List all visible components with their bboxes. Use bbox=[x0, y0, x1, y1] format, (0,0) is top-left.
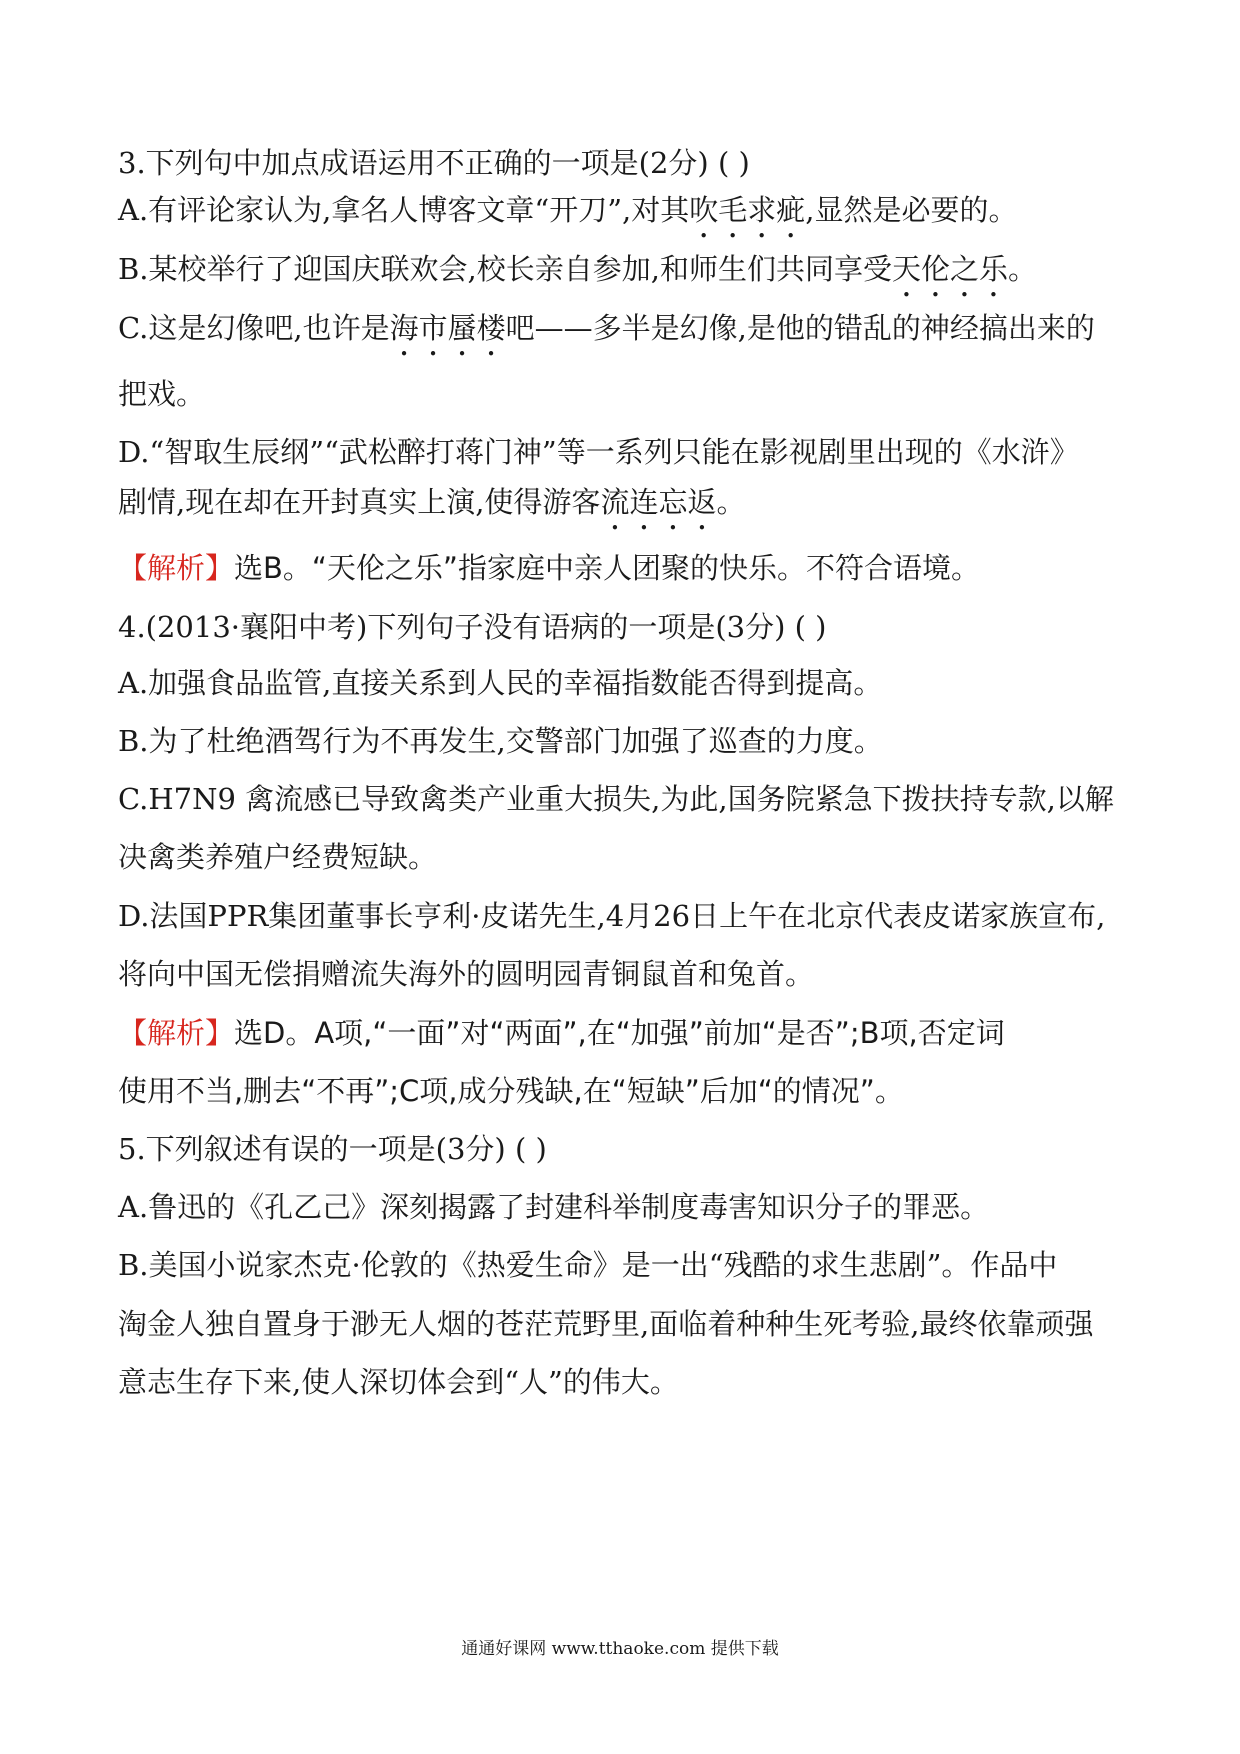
question-5-option-b: B.美国小说家杰克·伦敦的《热爱生命》是一出“残酷的求生悲剧”。作品中 bbox=[118, 1248, 1058, 1282]
question-5-option-a: A.鲁迅的《孔乙己》深刻揭露了封建科举制度毒害知识分子的罪恶。 bbox=[118, 1190, 990, 1224]
question-3-stem: 3.下列句中加点成语运用不正确的一项是(2分) ( ) bbox=[118, 146, 750, 180]
question-4-stem: 4.(2013·襄阳中考)下列句子没有语病的一项是(3分) ( ) bbox=[118, 610, 827, 644]
question-5-stem: 5.下列叙述有误的一项是(3分) ( ) bbox=[118, 1132, 547, 1166]
question-4-option-d-continued: 将向中国无偿捐赠流失海外的圆明园青铜鼠首和兔首。 bbox=[118, 957, 815, 991]
question-3-option-c-continued: 把戏。 bbox=[118, 377, 206, 411]
analysis-text: 选B。“天伦之乐”指家庭中亲人团聚的快乐。不符合语境。 bbox=[234, 551, 980, 585]
question-3-option-b bbox=[118, 249, 1128, 304]
answer-3-analysis bbox=[118, 548, 1128, 588]
question-4-option-d: D.法国PPR集团董事长亨利·皮诺先生,4月26日上午在北京代表皮诺家族宣布, bbox=[118, 899, 1106, 933]
question-5-option-b-continued-2: 意志生存下来,使人深切体会到“人”的伟大。 bbox=[118, 1365, 679, 1399]
answer-4-analysis bbox=[118, 1013, 1128, 1053]
question-3-option-a bbox=[118, 190, 1128, 245]
dotted-idiom: 流连忘返 bbox=[600, 485, 717, 519]
analysis-text: 选D。A项,“一面”对“两面”,在“加强”前加“是否”;B项,否定词 bbox=[234, 1016, 1005, 1050]
option-b-text-end: 。 bbox=[1007, 252, 1037, 286]
question-3-option-c bbox=[118, 308, 1128, 363]
option-d-text-end: 。 bbox=[716, 485, 746, 519]
analysis-tag: 【解析】 bbox=[118, 551, 235, 585]
option-a-text: A.有评论家认为,拿名人博客文章“开刀”,对其 bbox=[118, 193, 690, 227]
question-4-option-b: B.为了杜绝酒驾行为不再发生,交警部门加强了巡查的力度。 bbox=[118, 724, 883, 758]
page-footer: 通通好课网 www.tthaoke.com 提供下载 bbox=[461, 1639, 779, 1659]
dotted-idiom: 天伦之乐 bbox=[891, 252, 1008, 286]
analysis-tag: 【解析】 bbox=[118, 1016, 235, 1050]
question-3-option-d: D.“智取生辰纲”“武松醉打蒋门神”等一系列只能在影视剧里出现的《水浒》 bbox=[118, 435, 1079, 469]
dotted-idiom: 吹毛求疵 bbox=[689, 193, 806, 227]
option-a-text-end: ,显然是必要的。 bbox=[805, 193, 1018, 227]
dotted-idiom: 海市蜃楼 bbox=[389, 311, 506, 345]
question-4-option-c-continued: 决禽类养殖户经费短缺。 bbox=[118, 840, 438, 874]
option-c-text: C.这是幻像吧,也许是 bbox=[118, 311, 390, 345]
question-3-option-d-continued bbox=[118, 482, 1128, 537]
option-c-text-end: 吧——多半是幻像,是他的错乱的神经搞出来的 bbox=[505, 311, 1095, 345]
option-b-text: B.某校举行了迎国庆联欢会,校长亲自参加,和师生们共同享受 bbox=[118, 252, 892, 286]
question-4-option-c: C.H7N9 禽流感已导致禽类产业重大损失,为此,国务院紧急下拨扶持专款,以解 bbox=[118, 782, 1114, 816]
option-d-text: 剧情,现在却在开封真实上演,使得游客 bbox=[118, 485, 601, 519]
question-4-option-a: A.加强食品监管,直接关系到人民的幸福指数能否得到提高。 bbox=[118, 666, 883, 700]
question-5-option-b-continued: 淘金人独自置身于渺无人烟的苍茫荒野里,面临着种种生死考验,最终依靠顽强 bbox=[118, 1307, 1094, 1341]
answer-4-analysis-continued: 使用不当,删去“不再”;C项,成分残缺,在“短缺”后加“的情况”。 bbox=[118, 1074, 904, 1108]
